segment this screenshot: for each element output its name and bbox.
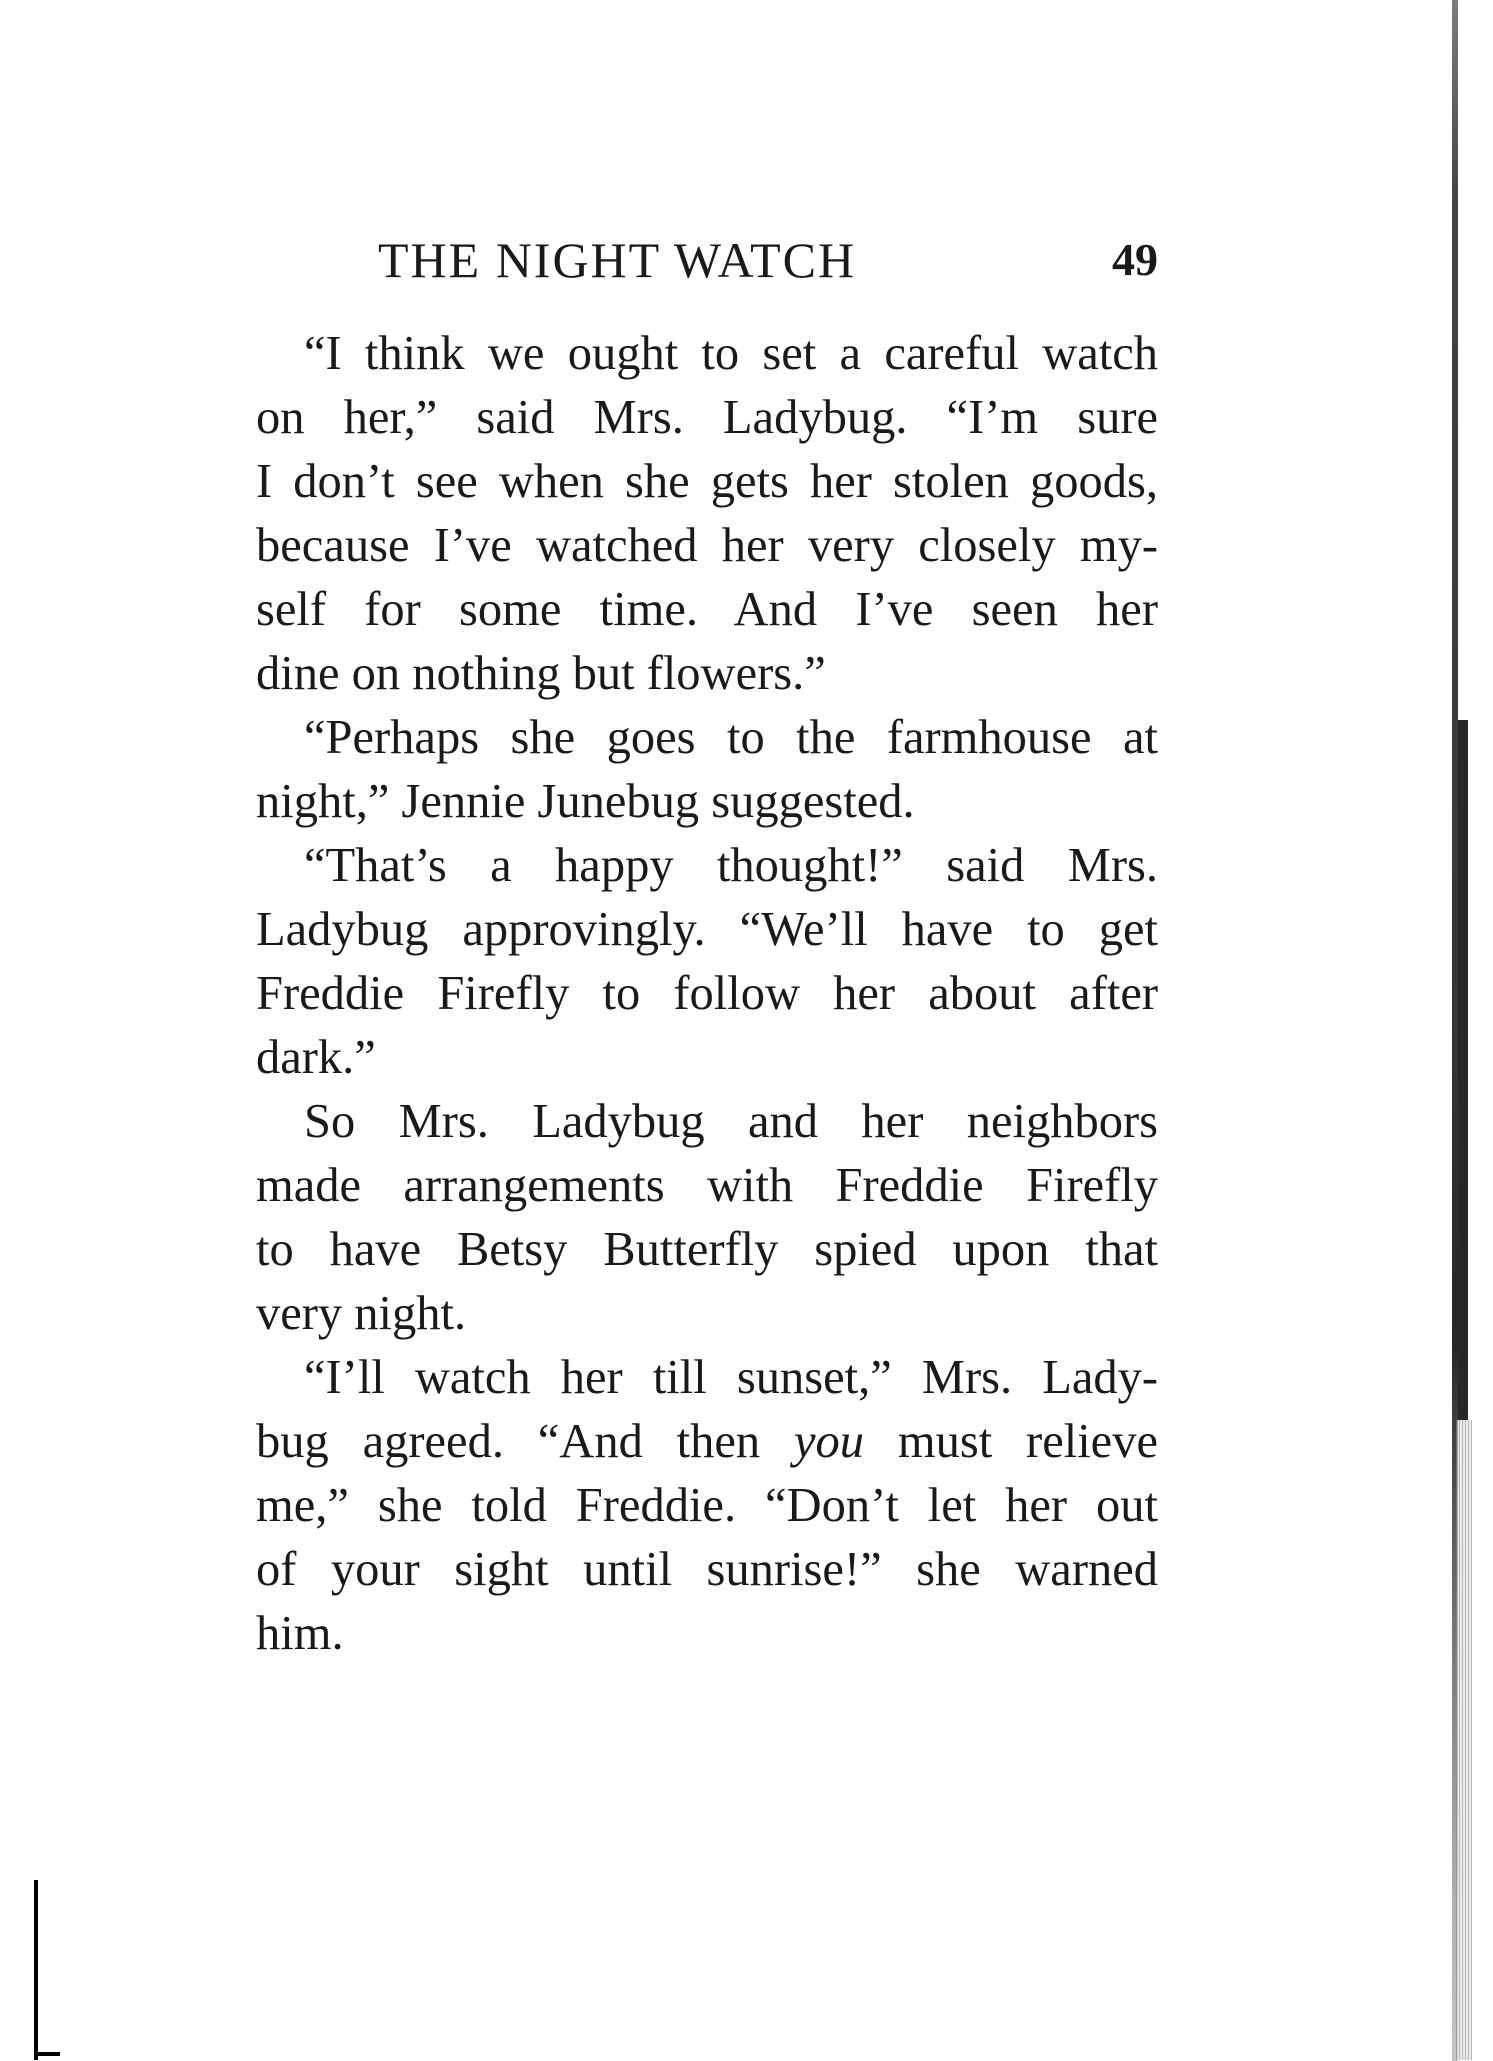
- text-line: self for some time. And I’ve seen her: [256, 583, 1158, 636]
- running-head: [208, 225, 1158, 295]
- text-line: I don’t see when she gets her stolen goods,: [256, 455, 1158, 508]
- text-line: So Mrs. Ladybug and her neighbors: [304, 1095, 1158, 1148]
- paragraph-2: [208, 706, 1158, 834]
- text-line: Freddie Firefly to follow her about after: [256, 967, 1158, 1020]
- text-line-with-emphasis: [208, 1410, 1158, 1474]
- page-number: 49: [1112, 234, 1158, 285]
- text-line: of your sight until sunrise!” she warned: [256, 1543, 1158, 1596]
- paragraph-5: [208, 1346, 1158, 1666]
- text-line: “Perhaps she goes to the farmhouse at: [304, 711, 1158, 764]
- text-segment: must relieve: [864, 1415, 1158, 1468]
- text-line: made arrangements with Freddie Firefly: [256, 1159, 1158, 1212]
- text-line: “I think we ought to set a careful watch: [304, 327, 1158, 380]
- scan-corner-mark: [34, 1880, 38, 2060]
- text-line: on her,” said Mrs. Ladybug. “I’m sure: [256, 391, 1158, 444]
- running-title: THE NIGHT WATCH: [378, 232, 857, 288]
- text-line: to have Betsy Butterfly spied upon that: [256, 1223, 1158, 1276]
- paragraph-1: [208, 322, 1158, 706]
- text-segment: bug agreed. “And then: [256, 1415, 795, 1468]
- text-line: him.: [256, 1607, 344, 1660]
- text-line: night,” Jennie Junebug suggested.: [256, 775, 915, 828]
- text-line: me,” she told Freddie. “Don’t let her out: [256, 1479, 1158, 1532]
- text-line: dark.”: [256, 1031, 376, 1084]
- emphasized-word: you: [794, 1415, 865, 1468]
- scan-corner-mark-foot: [34, 2052, 60, 2056]
- text-line: because I’ve watched her very closely my-: [256, 519, 1158, 572]
- text-line: “That’s a happy thought!” said Mrs.: [304, 839, 1158, 892]
- text-line: very night.: [256, 1287, 467, 1340]
- text-line: dine on nothing but flowers.”: [256, 647, 826, 700]
- scan-gutter-noise: [1456, 1420, 1472, 2060]
- scan-gutter-shadow: [1458, 720, 1468, 1420]
- text-line: “I’ll watch her till sunset,” Mrs. Lady-: [304, 1351, 1158, 1404]
- body-text: [208, 322, 1158, 1666]
- paragraph-3: [208, 834, 1158, 1090]
- paragraph-4: [208, 1090, 1158, 1346]
- text-line: Ladybug approvingly. “We’ll have to get: [256, 903, 1158, 956]
